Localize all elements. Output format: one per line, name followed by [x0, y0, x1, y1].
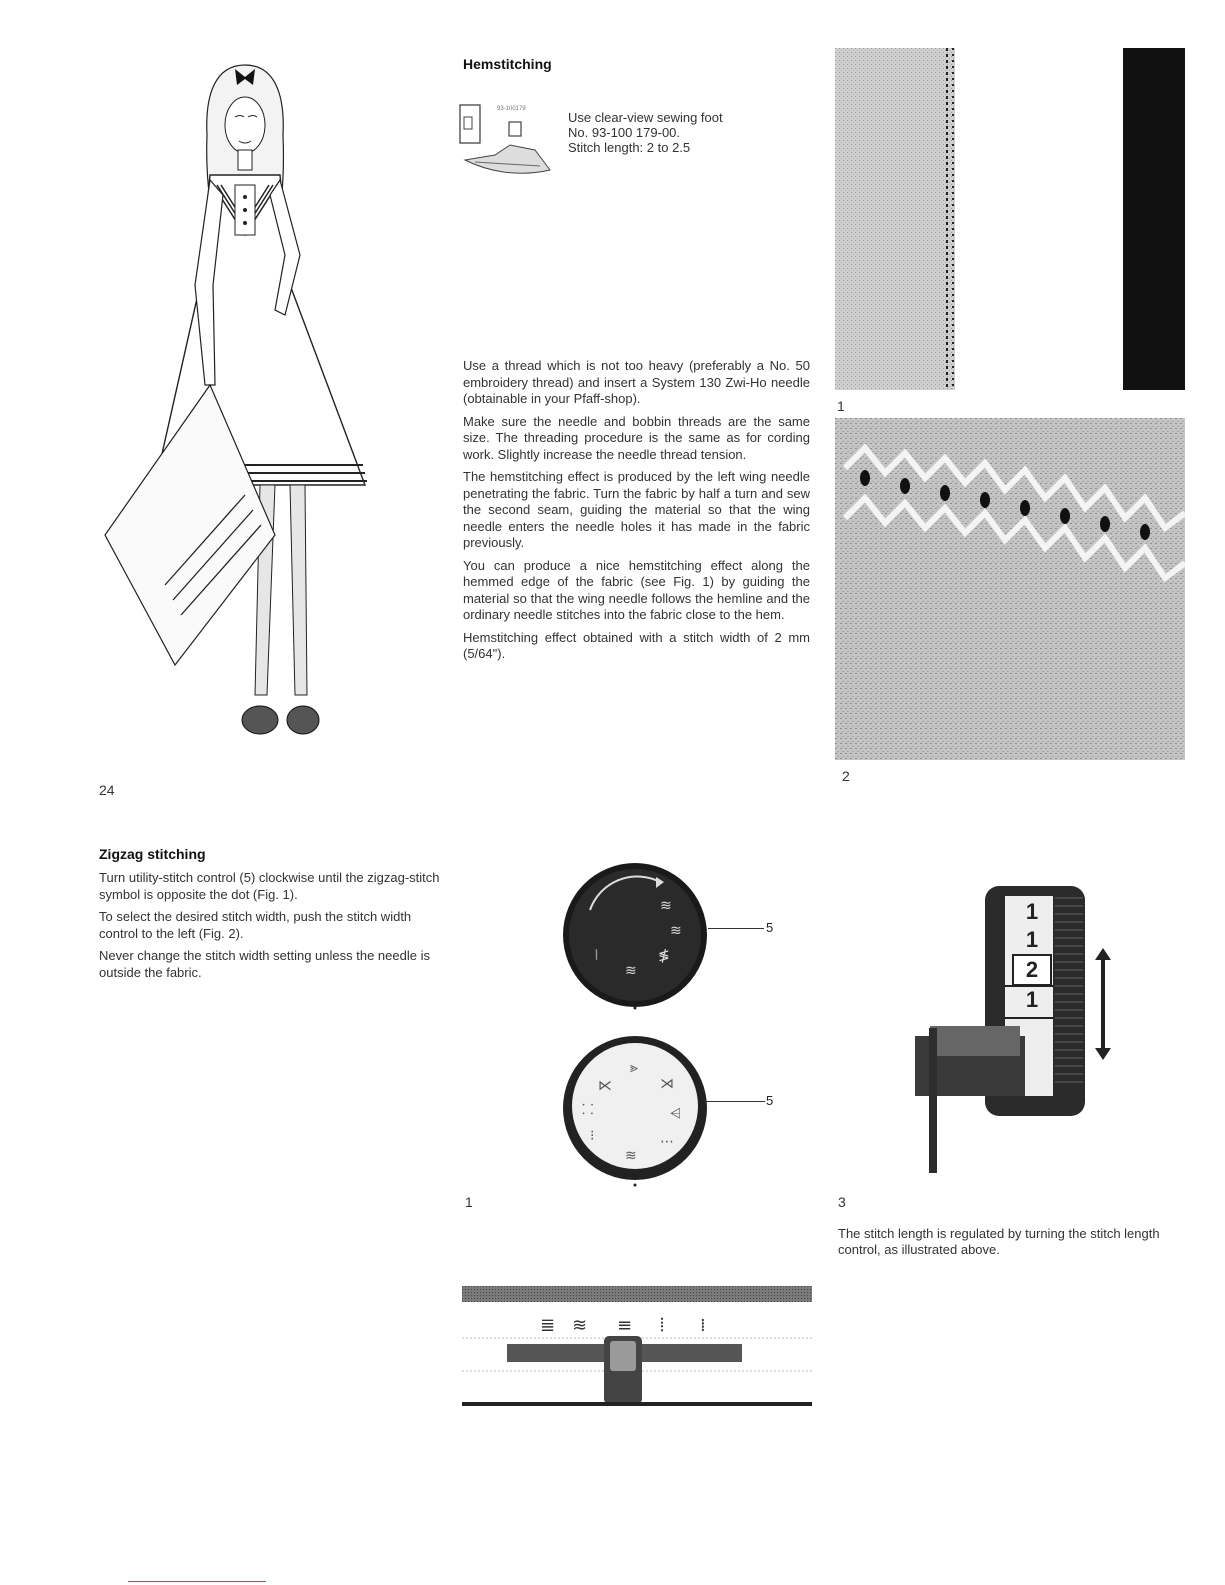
hemstitching-paragraph: You can produce a nice hemstitching effect along the hemmed edge of the fabric (see Fig. 1) by guiding the material so that the wing needle follows the hemline and the ordinary needle stitches into the fabric close to the hem. [463, 557, 810, 622]
footer-rule [128, 1581, 266, 1582]
hemstitching-paragraph: The hemstitching effect is produced by the left wing needle penetrating the fabric. Turn the fabric by half a turn and sew the second seam, guiding the material so that the wing needle enters the needle holes it has made in the fabric previously. [463, 469, 810, 550]
wheel-scale [1012, 898, 1052, 1014]
foot-info-line: Use clear-view sewing foot [568, 110, 723, 125]
svg-text:≋: ≋ [625, 1148, 637, 1164]
fig2-label: 2 [842, 768, 850, 784]
svg-text:≋: ≋ [572, 1315, 588, 1336]
svg-text:⋊: ⋊ [660, 1076, 674, 1092]
foot-info-line: No. 93-100 179-00. [568, 125, 681, 140]
utility-stitch-dial-light [560, 1030, 720, 1190]
page-number: 24 [99, 782, 115, 798]
dress-illustration [95, 55, 395, 775]
fig3-label: 3 [838, 1194, 846, 1210]
wheel-mark: 1 [1025, 927, 1039, 952]
hemstitching-body [463, 358, 810, 669]
zigzag-paragraph: To select the desired stitch width, push the stitch width control to the left (Fig. 2). [99, 909, 412, 941]
hemstitch-photo-fig2 [835, 418, 1185, 760]
svg-text:≣: ≣ [540, 1315, 556, 1336]
stitch-width-slider [462, 1286, 812, 1411]
zigzag-title: Zigzag stitching [99, 846, 206, 862]
svg-text:≋: ≋ [625, 963, 637, 979]
zigzag-paragraph: Never change the stitch width setting unless the needle is outside the fabric. [99, 948, 430, 980]
foot-info-line: Stitch length: 2 to 2.5 [568, 140, 691, 155]
svg-text:⋉: ⋉ [598, 1078, 612, 1094]
dial-label-5: 5 [766, 920, 774, 935]
hemstitching-paragraph: Hemstitching effect obtained with a stitch width of 2 mm (5/64"). [463, 629, 810, 661]
dial-label-5: 5 [766, 1093, 774, 1108]
svg-text:⦚: ⦚ [595, 948, 598, 964]
svg-text:≋: ≋ [670, 923, 682, 939]
wheel-mark: 1 [1025, 987, 1039, 1012]
svg-text:⪢: ⪢ [630, 1060, 638, 1076]
stitch-length-caption: The stitch length is regulated by turning the stitch length control, as illustrated above. [838, 1226, 1160, 1257]
svg-text:⋯: ⋯ [660, 1134, 674, 1150]
svg-text:≋: ≋ [660, 898, 672, 914]
svg-text:⸬: ⸬ [582, 1102, 594, 1118]
zigzag-paragraph: Turn utility-stitch control (5) clockwise until the zigzag-stitch symbol is opposite the dot (Fig. 1). [99, 870, 440, 902]
wheel-mark: 1 [1025, 899, 1039, 924]
dial-leader-line [705, 1101, 765, 1102]
wheel-mark: 2 [1012, 954, 1052, 986]
svg-text:⁞: ⁞ [700, 1315, 706, 1336]
zigzag-body [99, 870, 444, 987]
hemstitching-paragraph: Make sure the needle and bobbin threads are the same size. The threading procedure is the same as for cording work. Slightly increase the needle thread tension. [463, 413, 810, 462]
fig1-label: 1 [837, 398, 845, 414]
dial-leader-line [708, 928, 764, 929]
foot-code: 93-100179 [497, 106, 526, 112]
zigzag-fig1-label: 1 [465, 1194, 473, 1210]
sewing-foot-icon [455, 100, 560, 180]
svg-text:≸: ≸ [658, 948, 670, 964]
svg-text:⁝: ⁝ [590, 1128, 595, 1144]
utility-stitch-dial-dark [560, 860, 720, 1010]
hemstitch-photo-fig1 [835, 48, 1185, 390]
hemstitching-title: Hemstitching [463, 56, 552, 72]
foot-info [568, 110, 808, 155]
hemstitching-paragraph: Use a thread which is not too heavy (preferably a No. 50 embroidery thread) and insert a System 130 Zwi-Ho needle (obtainable in your Pfaff-shop). [463, 358, 810, 406]
svg-text:⩤: ⩤ [670, 1106, 682, 1122]
svg-text:≡: ≡ [617, 1315, 633, 1336]
svg-text:⦙: ⦙ [660, 1315, 665, 1336]
